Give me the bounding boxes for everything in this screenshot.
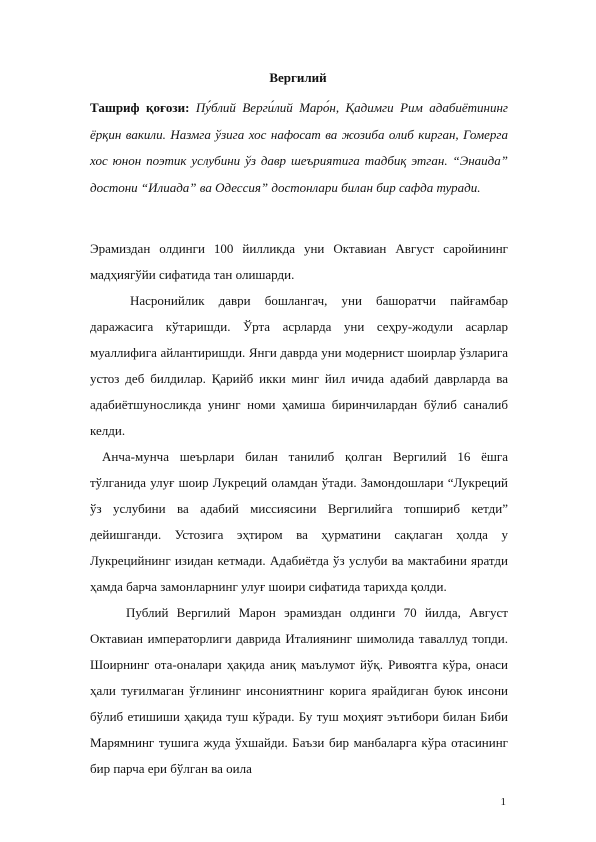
paragraph-1: Эрамиздан олдинги 100 йилликда уни Октавиан Август саройининг мадҳиягўйи сифатида тан олишарди. — [90, 241, 508, 282]
paragraph-2: Насронийлик даври бошлангач, уни башоратчи пайғамбар даражасига кўтаришди. Ўрта асрларда уни сеҳру-жодули асарлар муаллифига айлантиришди. Янги даврда уни модернист шоирлар ўзларига устоз деб билдилар. Қарийб икки минг йил ичида адабий даврларда ва адабиётшуносликда унинг номи ҳамиша биринчилардан бўлиб саналиб келди. — [90, 293, 508, 438]
paragraph-4: Публий Вергилий Марон эрамиздан олдинги 70 йилда, Август Октавиан императорлиги даврида Италиянинг шимолида таваллуд топди. Шоирнинг ота-оналари ҳақида аниқ маълумот йўқ. Ривоятга кўра, онаси ҳали туғилмаган ўғлининг инсониятнинг корига ярайдиган буюк инсони бўлиб етишиши ҳақида туш кўради. Бу туш моҳият эътибори билан Биби Марямнинг тушига жуда ўхшайди. Баъзи бир манбаларга кўра отасининг бир парча ери бўлган ва оила — [90, 605, 508, 776]
abstract-block — [90, 95, 508, 201]
abstract-text: Пу́блий Верги́лий Маро́н, Қадимги Рим адабиётининг ёрқин вакили. Назмга ўзига хос нафосат ва жозиба олиб кирган, Гомерга хос юнон поэтик услубини ўз давр шеъриятига тадбиқ этган. “Энаида” достони “Илиада” ва Одессия” достонлари билан бир сафда туради. — [90, 100, 508, 195]
page-number: 1 — [500, 796, 506, 808]
body-text — [90, 236, 508, 782]
paragraph-3: Анча-мунча шеърлари билан танилиб қолган Вергилий 16 ёшга тўлганида улуғ шоир Лукреций оламдан ўтади. Замондошлари “Лукреций ўз услубини ва адабий миссиясини Вергилийга топшириб кетди” дейишганди. Устозига эҳтиром ва ҳурматини сақлаган ҳолда у Лукрецийнинг изидан кетмади. Адабиётда ўз услуби ва мактабини яратди ҳамда барча замонларнинг улуғ шоири сифатида тарихда қолди. — [90, 449, 508, 594]
page-title: Вергилий — [269, 70, 327, 85]
abstract-label: Ташриф қоғози: — [90, 100, 190, 115]
